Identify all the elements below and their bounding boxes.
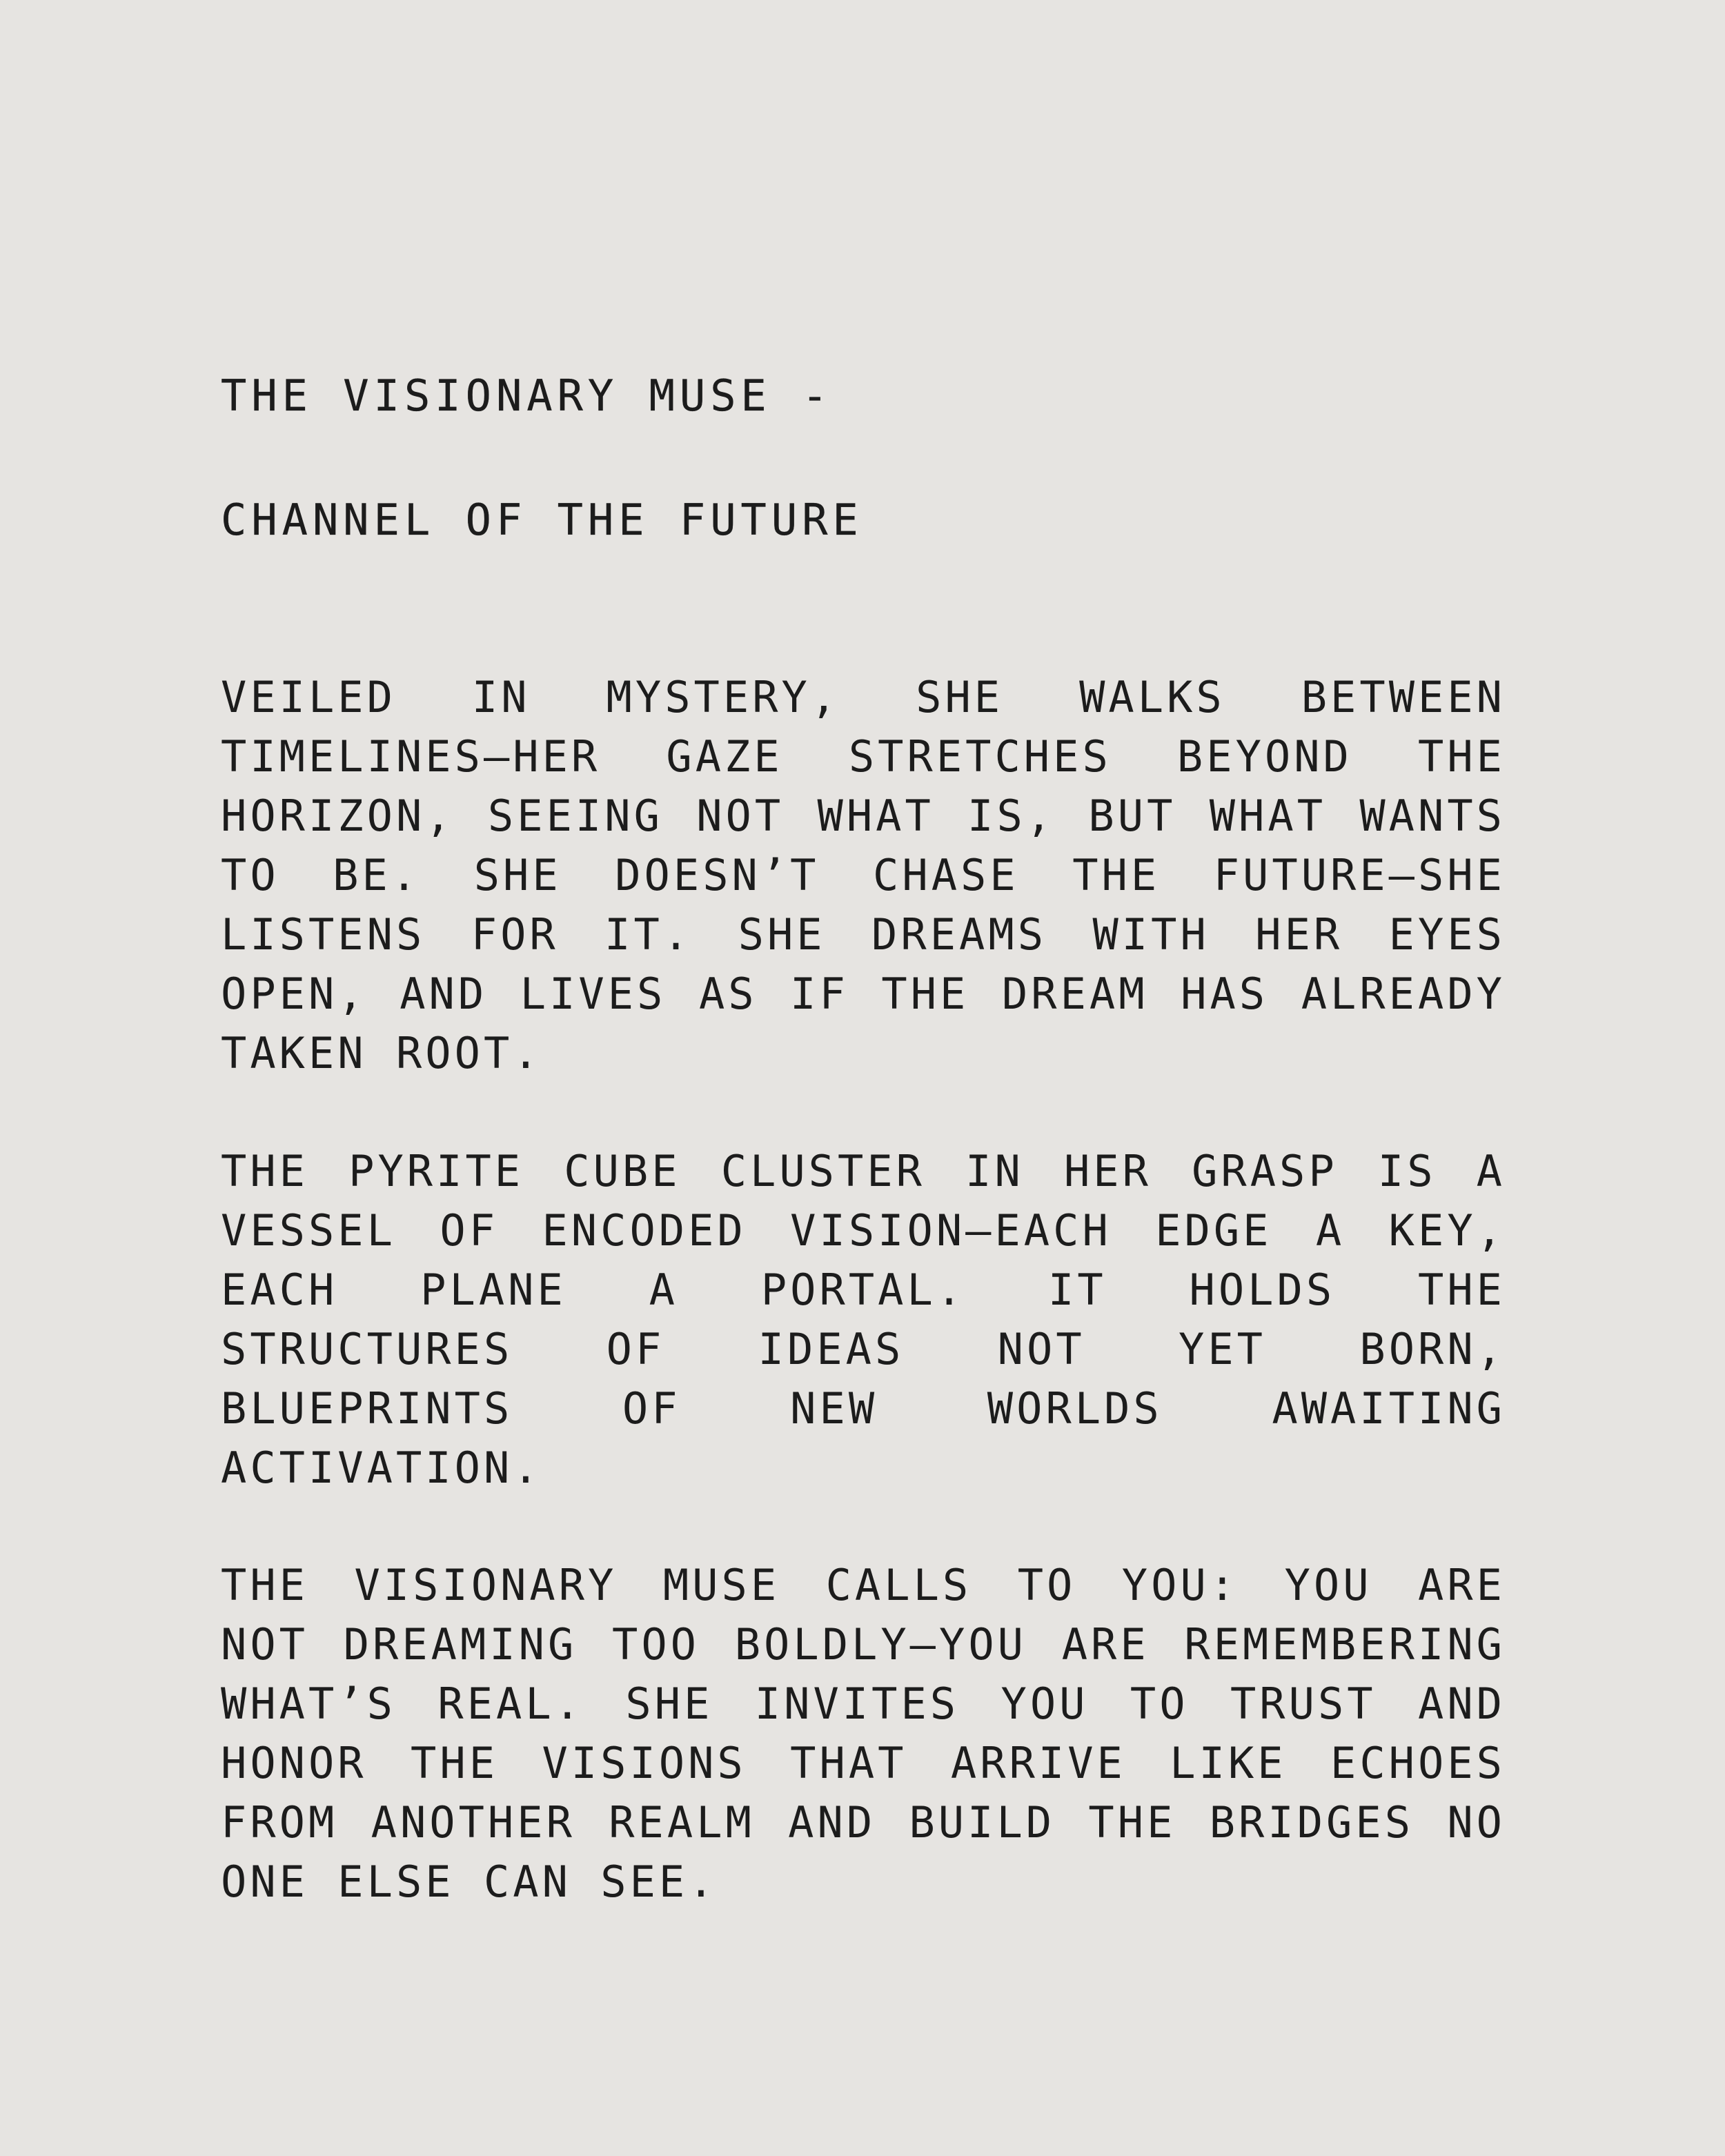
paragraph-3: THE VISIONARY MUSE CALLS TO YOU: YOU ARE NOT DREAMING TOO BOLDLY—YOU ARE REMEMBERING WHAT’S REAL. SHE INVITES YOU TO TRUST AND HONOR THE VISIONS THAT ARRIVE LIKE ECHOES FROM ANOTHER REALM AND BUILD THE BRIDGES NO ONE ELSE CAN SEE. bbox=[221, 1560, 1506, 1907]
title-line-1: THE VISIONARY MUSE - bbox=[221, 370, 833, 421]
paragraph-2: THE PYRITE CUBE CLUSTER IN HER GRASP IS A VESSEL OF ENCODED VISION—EACH EDGE A KEY, EACH PLANE A PORTAL. IT HOLDS THE STRUCTURES OF IDEAS NOT YET BORN, BLUEPRINTS OF NEW WORLDS AWAITING ACTIVATION. bbox=[221, 1146, 1506, 1493]
paragraph-1: VEILED IN MYSTERY, SHE WALKS BETWEEN TIMELINES—HER GAZE STRETCHES BEYOND THE HORIZON, SEEING NOT WHAT IS, BUT WHAT WANTS TO BE. SHE DOESN’T CHASE THE FUTURE—SHE LISTENS FOR IT. SHE DREAMS WITH HER EYES OPEN, AND LIVES AS IF THE DREAM HAS ALREADY TAKEN ROOT. bbox=[221, 672, 1506, 1078]
title-line-2: CHANNEL OF THE FUTURE bbox=[221, 495, 863, 545]
